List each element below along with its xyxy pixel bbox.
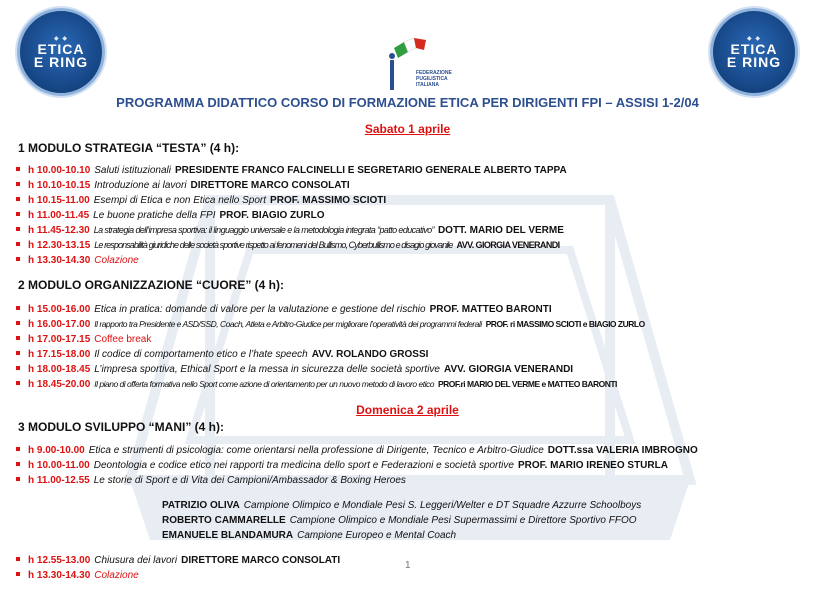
row-speaker: AVV. GIORGIA VENERANDI [456, 240, 560, 250]
row-desc: Il rapporto tra Presidente e ASD/SSD, Coach, Atleta e Arbitro-Giudice per migliorare l’operatività dei programmi federali [94, 319, 482, 329]
row-desc: Etica e strumenti di psicologia: come orientarsi nella professione di Dirigente, Tecnico e Arbitro-Giudice [88, 445, 544, 456]
row-time: h 12.55-13.00 [28, 555, 91, 566]
bullet [16, 572, 20, 576]
day1-heading: Sabato 1 aprile [364, 122, 451, 136]
federation-line: ITALIANA [416, 82, 439, 88]
row-speaker: DOTT. MARIO DEL VERME [437, 225, 564, 236]
schedule-row [16, 164, 567, 177]
bullet [16, 447, 20, 451]
row-desc: Il piano di offerta formativa nello Sport come azione di orientamento per un nuovo metodo di lavoro etico [94, 379, 434, 389]
row-speaker: PROF. ri MASSIMO SCIOTI e BIAGIO ZURLO [485, 319, 645, 329]
row-speaker: AVV. ROLANDO GROSSI [311, 349, 429, 360]
row-speaker: DIRETTORE MARCO CONSOLATI [190, 180, 350, 191]
row-speaker: DOTT.ssa VALERIA IMBROGNO [547, 445, 698, 456]
schedule-row [16, 378, 617, 391]
program-title: PROGRAMMA DIDATTICO CORSO DI FORMAZIONE ETICA PER DIRIGENTI FPI – ASSISI 1-2/04 [116, 95, 699, 110]
row-desc: Esempi di Etica e non Etica nello Sport [93, 195, 267, 206]
bullet [16, 227, 20, 231]
row-desc: Le buone pratiche della FPI [93, 210, 216, 221]
row-speaker: PRESIDENTE FRANCO FALCINELLI E SEGRETARIO GENERALE ALBERTO TAPPA [174, 165, 567, 176]
champion-name: EMANUELE BLANDAMURA [162, 530, 294, 541]
row-speaker: PROF. MARIO IRENEO STURLA [517, 460, 668, 471]
page-number: 1 [405, 560, 411, 571]
bullet [16, 182, 20, 186]
row-desc: L’impresa sportiva, Ethical Sport e la messa in sicurezza delle società sportive [94, 364, 440, 375]
etica-e-ring-logo-right [710, 8, 798, 96]
row-time: h 11.00-12.55 [28, 475, 90, 486]
row-time: h 17.15-18.00 [28, 349, 91, 360]
row-desc: Etica in pratica: domande di valore per la valutazione e gestione del rischio [94, 304, 426, 315]
bullet [16, 462, 20, 466]
schedule-row [16, 444, 698, 457]
bullet [16, 197, 20, 201]
champion-role: Campione Olimpico e Mondiale Pesi Supermassimi e Direttore Sportivo FFOO [289, 515, 637, 526]
bullet [16, 212, 20, 216]
row-speaker: PROF.ri MARIO DEL VERME e MATTEO BARONTI [437, 379, 617, 389]
bullet [16, 557, 20, 561]
row-speaker: PROF. MASSIMO SCIOTI [270, 195, 387, 206]
row-speaker: AVV. GIORGIA VENERANDI [443, 364, 574, 375]
schedule-row [16, 333, 151, 346]
schedule-row [16, 194, 386, 207]
badge-line1: ETICA [730, 41, 778, 57]
federation-line: PUGILISTICA [416, 76, 448, 82]
row-time: h 11.45-12.30 [28, 225, 90, 236]
champion-entry [162, 499, 641, 512]
module3-title: 3 MODULO SVILUPPO “MANI” (4 h): [18, 420, 225, 434]
row-desc: Saluti istituzionali [94, 165, 171, 176]
module1-title: 1 MODULO STRATEGIA “TESTA” (4 h): [18, 141, 240, 155]
row-time: h 18.45-20.00 [28, 379, 91, 390]
champion-role: Campione Europeo e Mental Coach [297, 530, 457, 541]
row-time: h 10.10-10.15 [28, 180, 91, 191]
module2-title: 2 MODULO ORGANIZZAZIONE “CUORE” (4 h): [18, 278, 284, 292]
schedule-row [16, 254, 143, 267]
etica-e-ring-logo-left [17, 8, 105, 96]
schedule-row [16, 318, 645, 331]
champion-name: ROBERTO CAMMARELLE [162, 515, 286, 526]
bullet [16, 366, 20, 370]
row-time: h 11.00-11.45 [28, 210, 90, 221]
row-time: h 17.00-17.15 [28, 334, 91, 345]
row-time: h 18.00-18.45 [28, 364, 91, 375]
bullet [16, 167, 20, 171]
row-desc: Le storie di Sport e di Vita dei Campioni/Ambassador & Boxing Heroes [93, 475, 406, 486]
schedule-row [16, 209, 324, 222]
schedule-row [16, 474, 410, 487]
row-desc: Coffee break [94, 334, 152, 345]
schedule-row [16, 554, 340, 567]
row-time: h 15.00-16.00 [28, 304, 91, 315]
row-time: h 12.30-13.15 [28, 240, 91, 251]
bullet [16, 306, 20, 310]
schedule-row [16, 363, 573, 376]
bullet [16, 381, 20, 385]
champion-name: PATRIZIO OLIVA [162, 500, 240, 511]
badge-mini-mark: ◆ ◆ [747, 36, 761, 42]
row-desc: Il codice di comportamento etico e l’hate speech [94, 349, 308, 360]
bullet [16, 336, 20, 340]
row-time: h 13.30-14.30 [28, 255, 91, 266]
row-desc: La strategia dell’impresa sportiva: il linguaggio universale e la metodologia integrata “patto educativo” [93, 225, 434, 235]
row-speaker: PROF. BIAGIO ZURLO [219, 210, 325, 221]
champion-entry [162, 514, 637, 527]
row-desc: Colazione [94, 255, 139, 266]
row-desc: Colazione [94, 570, 139, 581]
badge-mini-mark: ◆ ◆ [54, 36, 68, 42]
badge-line1: ETICA [37, 41, 85, 57]
row-time: h 9.00-10.00 [28, 445, 85, 456]
schedule-row [16, 179, 350, 192]
row-speaker: DIRETTORE MARCO CONSOLATI [181, 555, 341, 566]
schedule-row [16, 303, 552, 316]
champion-role: Campione Olimpico e Mondiale Pesi S. Leggeri/Welter e DT Squadre Azzurre Schoolboys [243, 500, 642, 511]
bullet [16, 242, 20, 246]
federation-name [416, 70, 452, 88]
row-time: h 10.15-11.00 [28, 195, 90, 206]
row-speaker: PROF. MATTEO BARONTI [429, 304, 552, 315]
bullet [16, 257, 20, 261]
row-time: h 10.00-11.00 [28, 460, 90, 471]
day2-heading: Domenica 2 aprile [356, 403, 459, 417]
fpi-federation-logo [382, 38, 442, 98]
row-desc: Chiusura dei lavori [94, 555, 178, 566]
row-desc: Le responsabilità giuridiche delle società sportive rispetto ai fenomeni del Bullismo, Cyberbullismo e disagio giovanile [94, 240, 453, 250]
champion-entry [162, 529, 456, 542]
schedule-row [16, 224, 564, 237]
schedule-row [16, 239, 560, 252]
row-desc: Introduzione ai lavori [94, 180, 187, 191]
row-time: h 13.30-14.30 [28, 570, 91, 581]
row-desc: Deontologia e codice etico nei rapporti tra medicina dello sport e Federazioni e società sportive [93, 460, 514, 471]
federation-line: FEDERAZIONE [416, 70, 452, 76]
bullet [16, 351, 20, 355]
row-time: h 16.00-17.00 [28, 319, 91, 330]
schedule-row [16, 569, 143, 582]
bullet [16, 321, 20, 325]
row-time: h 10.00-10.10 [28, 165, 91, 176]
schedule-row [16, 459, 668, 472]
badge-line2: E RING [33, 54, 89, 70]
schedule-row [16, 348, 428, 361]
bullet [16, 477, 20, 481]
badge-line2: E RING [726, 54, 782, 70]
